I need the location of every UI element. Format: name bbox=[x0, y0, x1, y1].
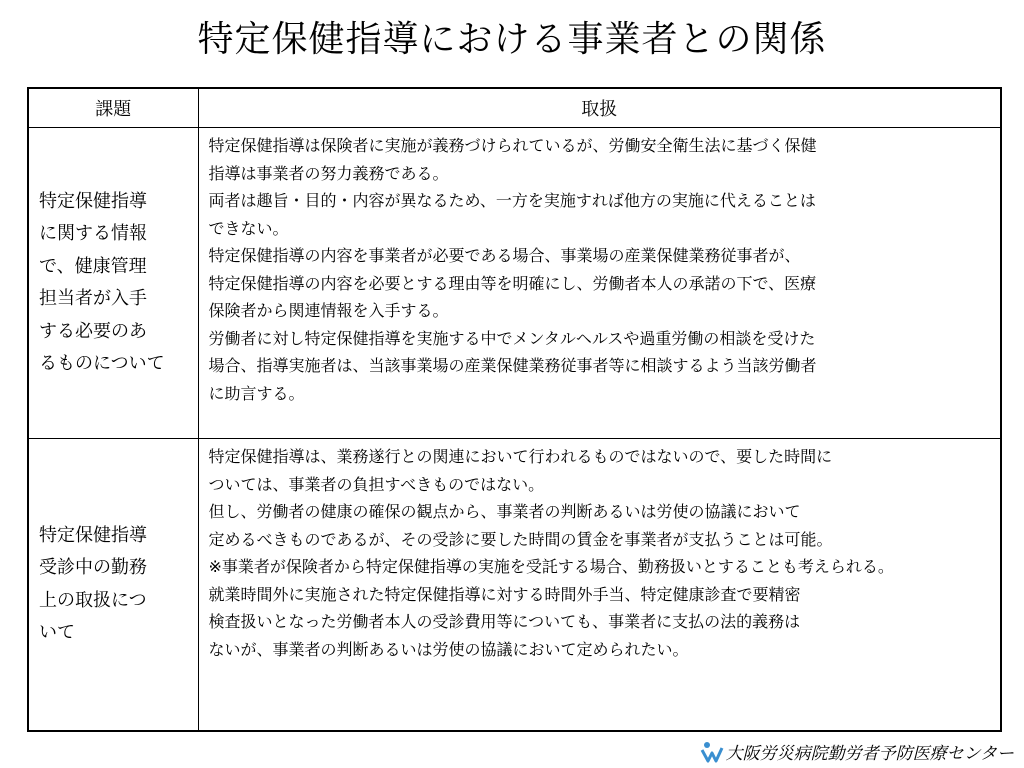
table-row bbox=[28, 128, 1001, 439]
handling-line: 特定保健指導は、業務遂行との関連において行われるものではないので、要した時間に bbox=[208, 447, 833, 466]
handling-cell bbox=[198, 439, 1001, 732]
slide-title: 特定保健指導における事業者との関係 bbox=[197, 19, 827, 60]
issue-line: 特定保健指導 bbox=[39, 524, 147, 546]
issue-line: いて bbox=[39, 622, 75, 643]
column-header-handling: 取扱 bbox=[198, 88, 1001, 128]
handling-note: ※事業者が保険者から特定保健指導の実施を受託する場合、勤務扱いとすることも考えられる。 bbox=[208, 557, 894, 576]
handling-line: ないが、事業者の判断あるいは労使の協議において定められたい。 bbox=[208, 639, 689, 659]
column-header-issue: 課題 bbox=[28, 88, 198, 128]
handling-line: 労働者に対し特定保健指導を実施する中でメンタルヘルスや過重労働の相談を受けた bbox=[208, 328, 816, 348]
table-row bbox=[28, 439, 1001, 732]
footer-organization bbox=[700, 738, 1014, 764]
handling-line: 但し、労働者の健康の確保の観点から、事業者の判断あるいは労使の協議において bbox=[208, 502, 801, 521]
handling-line: 特定保健指導の内容を必要とする理由等を明確にし、労働者本人の承諾の下で、医療 bbox=[208, 273, 817, 293]
org-name: 大阪労災病院勤労者予防医療センター bbox=[725, 743, 1014, 764]
issue-line: に関する情報 bbox=[39, 223, 147, 244]
handling-line: 定めるべきものであるが、その受診に要した時間の賃金を事業者が支払うことは可能。 bbox=[208, 529, 833, 549]
issue-line: るものについて bbox=[39, 353, 165, 374]
handling-line: 特定保健指導の内容を事業者が必要である場合、事業場の産業保健業務従事者が、 bbox=[208, 246, 801, 265]
table-header-row bbox=[28, 88, 1001, 128]
handling-line: 指導は事業者の努力義務である。 bbox=[208, 163, 449, 183]
handling-line: 特定保健指導は保険者に実施が義務づけられているが、労働安全衛生法に基づく保健 bbox=[208, 136, 817, 155]
issue-line: 特定保健指導 bbox=[39, 190, 147, 212]
issue-line: 担当者が入手 bbox=[39, 288, 147, 309]
handling-line: に助言する。 bbox=[208, 383, 305, 403]
issue-line: 受診中の勤務 bbox=[39, 557, 147, 578]
handling-line: できない。 bbox=[208, 218, 289, 238]
issue-cell bbox=[28, 439, 198, 732]
issue-cell bbox=[28, 128, 198, 439]
issue-line: 上の取扱につ bbox=[39, 589, 147, 611]
handling-line: 保険者から関連情報を入手する。 bbox=[208, 301, 449, 320]
handling-line: 就業時間外に実施された特定保健指導に対する時間外手当、特定健康診査で要精密 bbox=[208, 584, 801, 604]
handling-cell bbox=[198, 128, 1001, 439]
handling-line: 検査扱いとなった労働者本人の受診費用等についても、事業者に支払の法的義務は bbox=[208, 612, 801, 631]
issue-line: する必要のあ bbox=[39, 320, 147, 342]
handling-line: ついては、事業者の負担すべきものではない。 bbox=[208, 474, 545, 494]
org-logo-icon bbox=[700, 739, 724, 763]
handling-line: 両者は趣旨・目的・内容が異なるため、一方を実施すれば他方の実施に代えることは bbox=[208, 191, 816, 210]
handling-line: 場合、指導実施者は、当該事業場の産業保健業務従事者等に相談するよう当該労働者 bbox=[208, 356, 817, 375]
issue-line: で、健康管理 bbox=[39, 255, 147, 277]
guidance-table bbox=[27, 87, 1002, 732]
